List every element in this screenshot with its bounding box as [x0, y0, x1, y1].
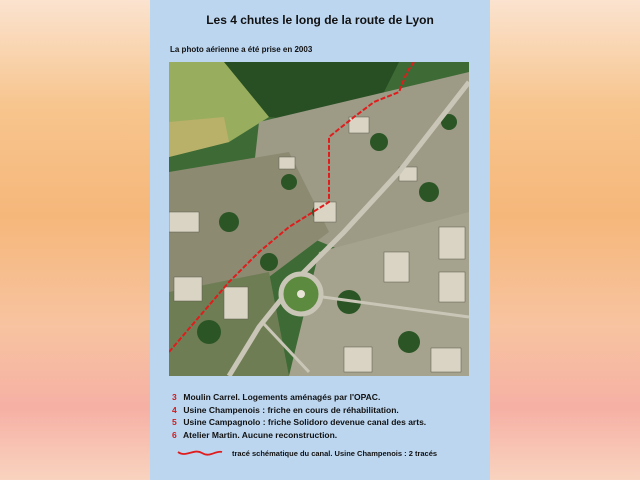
legend-number: 4: [172, 404, 177, 415]
slide-title: Les 4 chutes le long de la route de Lyon: [206, 13, 434, 27]
legend-number: 6: [172, 429, 177, 440]
aerial-photo: [169, 62, 469, 376]
legend-item-6: [172, 429, 472, 442]
legend-text: Usine Champenois : friche en cours de réhabilitation.: [183, 404, 399, 415]
legend-number: 5: [172, 417, 177, 427]
canal-trace-icon: [176, 446, 226, 460]
trace-legend: [176, 446, 476, 462]
legend: [172, 391, 472, 441]
legend-text: Moulin Carrel. Logements aménagés par l'OPAC.: [183, 392, 381, 402]
slide-panel: [150, 0, 490, 480]
legend-text: Atelier Martin. Aucune reconstruction.: [183, 429, 338, 440]
legend-item-4: [172, 404, 472, 417]
trace-legend-text: tracé schématique du canal. Usine Champenois : 2 tracés: [232, 449, 438, 458]
photo-caption: La photo aérienne a été prise en 2003: [170, 45, 313, 54]
legend-number: 3: [172, 392, 177, 402]
legend-text: Usine Campagnolo : friche Solidoro devenue canal des arts.: [183, 417, 427, 427]
legend-item-5: [172, 416, 472, 429]
aerial-photo-illustration: [169, 62, 469, 376]
legend-item-3: [172, 391, 472, 404]
